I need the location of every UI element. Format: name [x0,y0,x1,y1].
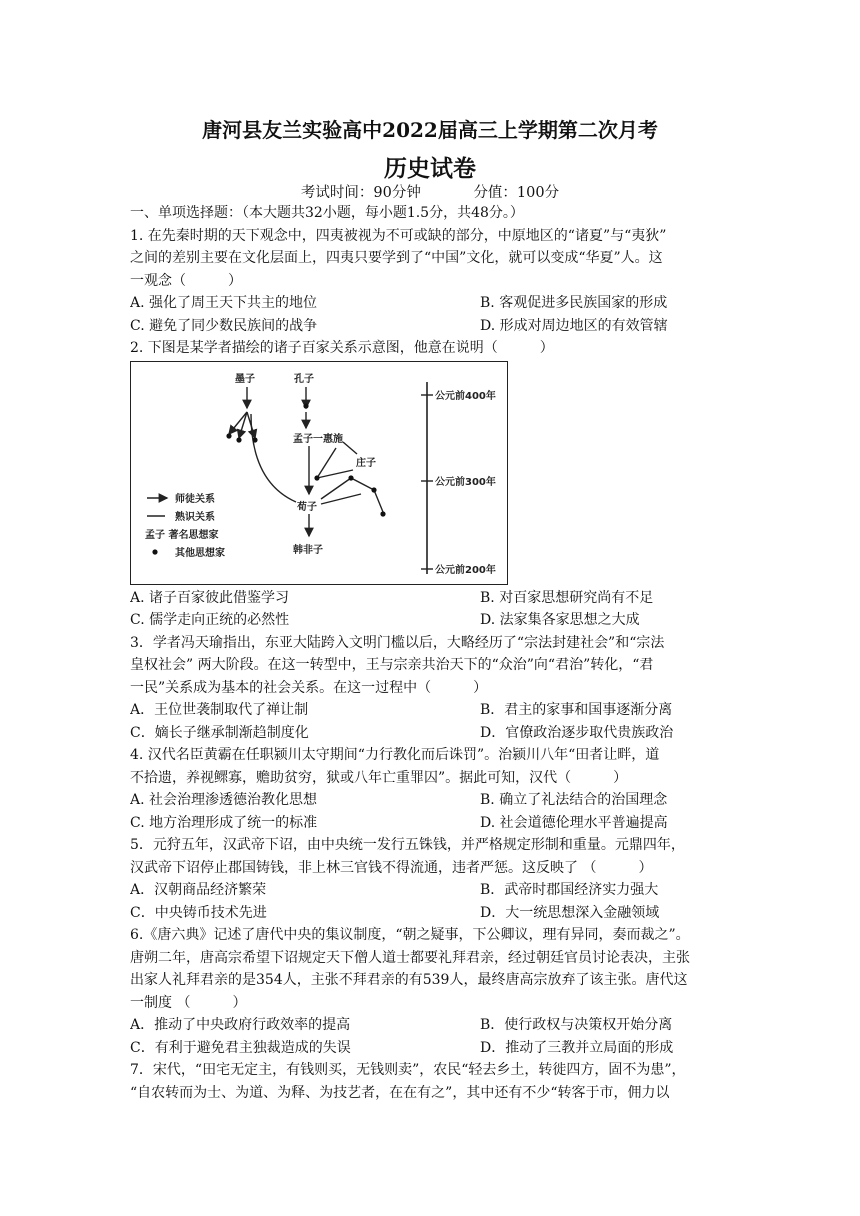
question-stem-line: 唐朔二年，唐高宗希望下诏规定天下僧人道士都要礼拜君亲，经过朝廷官员讨论表决，主张 [130,949,690,966]
question-2 [130,337,735,632]
thinker-dot [314,475,319,480]
exam-subtitle: 历史试卷 [384,155,476,182]
timeline-label-200bc: 公元前200年 [435,564,496,576]
option-c: C. 儒学走向正统的必然性 [130,612,290,628]
thinker-dot [303,403,308,408]
link [317,470,353,478]
option-c: C. 地方治理形成了统一的标准 [130,814,318,831]
option-c: C．嫡长子继承制渐趋制度化 [130,724,309,741]
link-chain [321,478,383,512]
question-stem-line: 2. 下图是某学者描绘的诸子百家关系示意图，他意在说明（ ） [130,340,554,356]
link-mozi-xunzi [251,414,296,502]
exam-score: 分值：100分 [473,185,560,201]
question-stem-line: 皇权社会” 两大阶段。在这一转型中，王与宗亲共治天下的“众治”向“君治”转化，“君 [130,657,654,673]
diagram-svg [131,362,509,586]
question-stem-line: 之间的差别主要在文化层面上，四夷只要学到了“中国”文化，就可以变成“华夏”人。这 [130,250,663,266]
question-5 [130,834,735,924]
thinker-dot [236,437,241,442]
option-d: D. 形成对周边地区的有效管辖 [480,317,668,334]
link [317,448,336,478]
option-d: D．推动了三教并立局面的形成 [480,1039,674,1056]
question-3 [130,632,735,745]
link-huishi-zhuangzi [343,442,357,454]
option-b: B．使行政权与决策权开始分离 [480,1017,673,1033]
legend-dot-icon [152,549,157,554]
option-c: C．中央铸币技术先进 [130,904,267,921]
name-mengzi-huishi: 孟子一惠施 [293,433,343,445]
question-stem-line: 一民”关系成为基本的社会关系。在这一过程中（ ） [130,679,488,696]
question-list [130,202,735,1104]
schools-relationship-diagram [130,361,508,585]
option-a: A．推动了中央政府行政效率的提高 [130,1017,351,1033]
legend-other-thinker: 其他思想家 [175,547,225,559]
question-stem-line: 4. 汉代名臣黄霸在任职颍川太守期间“力行教化而后诛罚”。治颍川八年“田者让畔，道 [130,747,660,763]
option-d: D．官僚政治逐步取代贵族政治 [480,724,674,741]
thinker-dot [371,487,376,492]
option-b: B. 客观促进多民族国家的形成 [480,295,668,311]
option-a: A. 社会治理渗透德治教化思想 [130,792,318,808]
thinker-dot [226,433,231,438]
question-stem-line: 一观念（ ） [130,272,242,289]
option-a: A. 诸子百家彼此借鉴学习 [130,589,290,606]
option-c: C. 避免了同少数民族间的战争 [130,317,318,334]
thinker-dot [380,511,385,516]
option-a: A．汉朝商品经济繁荣 [130,882,267,898]
option-a: A．王位世袭制取代了禅让制 [130,702,309,718]
question-stem-line: 3．学者冯天瑜指出，东亚大陆跨入文明门槛以后，大略经历了“宗法封建社会”和“宗法 [130,634,665,651]
legend-teacher-student: 师徒关系 [175,493,215,505]
question-stem-line: 不拾遗，养视鳏寡，赡助贫穷，狱或八年亡重罪囚”。据此可知，汉代（ ） [130,769,628,786]
legend-famous-thinker: 孟子 著名思想家 [145,529,219,541]
question-stem-line: 7．宋代，“田宅无定主，有钱则买，无钱则卖”，农民“轻去乡土，转徙四方，固不为患”， [130,1062,686,1078]
legend-acquaintance: 熟识关系 [175,511,215,523]
question-stem-line: 出家人礼拜君亲的是354人，主张不拜君亲的有539人，最终唐高宗放弃了该主张。唐代这 [130,972,688,988]
question-stem-line: 汉武帝下诏停止郡国铸钱，非上林三官钱不得流通，违者严惩。这反映了 （ ） [130,859,653,876]
option-d: D. 社会道德伦理水平普遍提高 [480,814,668,831]
option-d: D．大一统思想深入金融领域 [480,904,660,921]
exam-time: 考试时间：90分钟 [300,185,421,201]
question-stem-line: 5．元狩五年，汉武帝下诏，由中央统一发行五铢钱，并严格规定形制和重量。元鼎四年， [130,837,685,853]
option-d: D. 法家集各家思想之大成 [480,612,640,628]
option-b: B. 对百家思想研究尚有不足 [480,589,654,606]
question-stem-line: “自农转而为士、为道、为释、为技艺者，在在有之”，其中还有不少“转客于市，佣力以 [130,1084,670,1101]
option-b: B．君主的家事和国事逐渐分离 [480,702,673,718]
option-b: B. 确立了礼法结合的治国理念 [480,792,668,808]
question-6 [130,924,735,1059]
exam-title: 唐河县友兰实验高中2022届高三上学期第二次月考 [202,118,658,142]
section-heading: 一、单项选择题：（本大题共32小题，每小题1.5分，共48分。） [130,205,524,221]
name-mozi: 墨子 [235,373,255,385]
option-c: C．有利于避免君主独裁造成的失误 [130,1039,351,1056]
question-4 [130,744,735,834]
timeline-label-400bc: 公元前400年 [435,390,496,402]
thinker-dot [348,475,353,480]
name-zhuangzi: 庄子 [356,457,376,469]
name-xunzi: 荀子 [297,501,317,513]
exam-info [0,181,860,202]
thinker-dot [252,437,257,442]
question-7 [130,1059,735,1104]
name-kongzi: 孔子 [294,373,314,385]
question-stem-line: 1. 在先秦时期的天下观念中，四夷被视为不可或缺的部分，中原地区的“诸夏”与“夷狄” [130,227,667,244]
option-b: B．武帝时郡国经济实力强大 [480,882,659,898]
name-hanfeizi: 韩非子 [293,544,323,556]
question-stem-line: 6.《唐六典》记述了唐代中央的集议制度，“朝之疑事，下公卿议，理有异同，奏而裁之”。 [130,927,690,943]
option-a: A. 强化了周王天下共主的地位 [130,295,318,311]
question-stem-line: 一制度 （ ） [130,994,247,1011]
timeline-label-300bc: 公元前300年 [435,476,496,488]
question-1 [130,225,735,338]
